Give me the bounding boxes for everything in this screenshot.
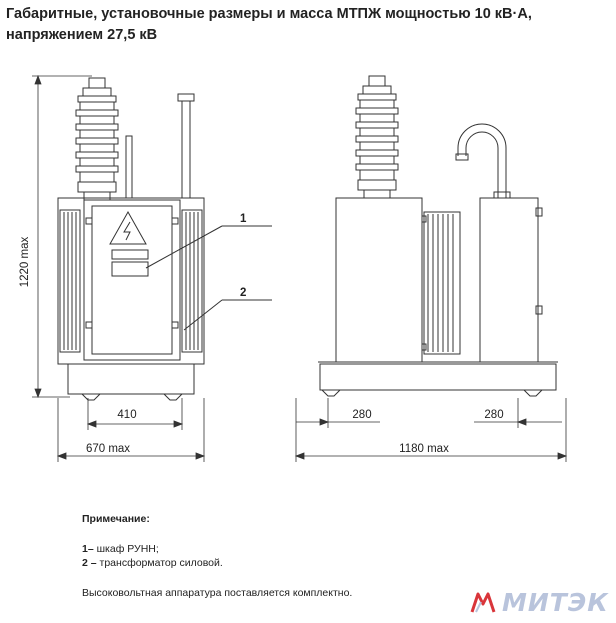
- dim-280-left-label: 280: [352, 409, 372, 421]
- note-footer: Высоковольтная аппаратура поставляется комплектно.: [82, 587, 353, 599]
- height-dim-label: 1220 max: [19, 236, 31, 288]
- warning-triangle-icon: [110, 212, 146, 244]
- dim-670-label: 670 max: [85, 443, 131, 455]
- cabinet-runn: [84, 200, 180, 360]
- note-item-1-num: 1–: [82, 543, 94, 555]
- side-radiator: [422, 212, 460, 354]
- cabinet-plate-1: [112, 250, 148, 259]
- side-view: [318, 76, 558, 396]
- side-bushing: [356, 76, 398, 198]
- front-view: [58, 78, 272, 400]
- title-line-1: Габаритные, установочные размеры и масса МТПЖ мощностью 10 кВ·А,: [6, 6, 532, 22]
- front-rod: [178, 94, 194, 101]
- cabinet-plate-2: [112, 262, 148, 276]
- callout-1-label: 1: [240, 213, 247, 225]
- note-item-2-num: 2 –: [82, 557, 97, 569]
- notes-header: Примечание:: [82, 513, 150, 525]
- note-item-2-text: трансформатор силовой.: [96, 557, 223, 569]
- dim-410-label: 410: [117, 409, 137, 421]
- side-cabinet: [480, 198, 538, 362]
- dim-1180-label: 1180 max: [399, 443, 449, 455]
- front-base: [68, 364, 194, 394]
- notes-block: [82, 512, 352, 600]
- title-line-2: напряжением 27,5 кВ: [6, 27, 158, 43]
- side-tank: [336, 198, 422, 362]
- side-base: [320, 364, 556, 390]
- front-radiator-right: [182, 210, 202, 352]
- mitek-logo-icon: [468, 588, 498, 616]
- note-item-1-text: шкаф РУНН;: [93, 543, 159, 555]
- side-hook-pipe: [458, 124, 506, 198]
- dim-280-right-label: 280: [484, 409, 504, 421]
- front-bushing: [76, 78, 118, 200]
- front-pipe: [126, 136, 132, 198]
- callout-2-label: 2: [240, 287, 247, 299]
- mitek-logo-text: МИТЭК: [502, 587, 609, 617]
- note-item-1: [82, 542, 352, 556]
- mitek-logo: [468, 588, 609, 616]
- note-item-2: [82, 556, 352, 570]
- front-radiator-left: [60, 210, 80, 352]
